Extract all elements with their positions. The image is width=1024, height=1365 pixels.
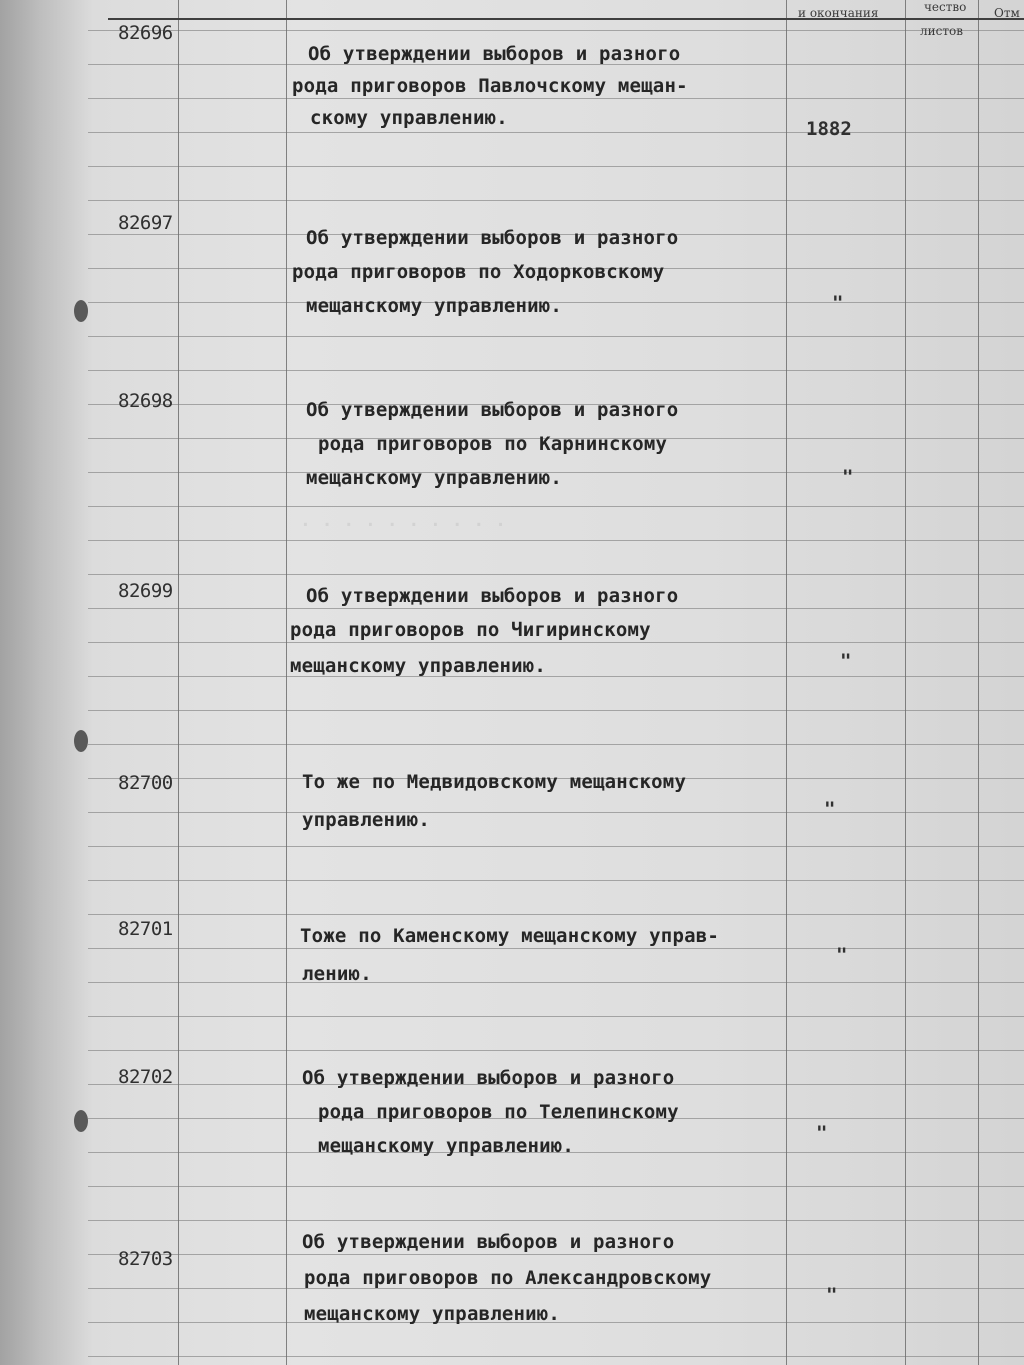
ruled-line — [88, 540, 1024, 541]
ruled-line — [88, 370, 1024, 371]
ruled-line — [88, 710, 1024, 711]
record-line: мещанскому управлению. — [306, 467, 563, 489]
ruled-line — [88, 812, 1024, 813]
record-number: 82702 — [118, 1066, 173, 1088]
header-notes: Отм — [994, 6, 1020, 20]
ruled-line — [88, 166, 1024, 167]
header-dates: и окончания — [798, 6, 879, 20]
binding-shadow — [0, 0, 92, 1365]
ruled-line — [88, 336, 1024, 337]
record-line: мещанскому управлению. — [290, 655, 547, 677]
record-line: Об утверждении выборов и разного — [306, 227, 679, 249]
record-line: Об утверждении выборов и разного — [308, 43, 681, 65]
record-line: рода приговоров по Карнинскому — [318, 433, 668, 455]
record-line: рода приговоров Павлочскому мещан- — [292, 75, 688, 97]
binder-hole — [74, 1110, 88, 1132]
record-line: рода приговоров по Александровскому — [304, 1267, 712, 1289]
ruled-line — [88, 1016, 1024, 1017]
record-line: мещанскому управлению. — [304, 1303, 561, 1325]
ruled-line — [88, 1186, 1024, 1187]
ruled-line — [88, 914, 1024, 915]
column-divider — [178, 0, 179, 1365]
record-line: управлению. — [302, 809, 431, 831]
record-date: " — [824, 798, 836, 820]
column-divider — [905, 0, 906, 1365]
record-number: 82698 — [118, 390, 173, 412]
column-divider — [786, 0, 787, 1365]
record-line: То же по Медвидовскому мещанскому — [302, 771, 687, 793]
ruled-line — [88, 744, 1024, 745]
record-line: рода приговоров по Ходорковскому — [292, 261, 665, 283]
bleed-through: . . . . . . . . . . — [300, 510, 506, 531]
record-line: рода приговоров по Телепинскому — [318, 1101, 679, 1123]
record-date: " — [840, 650, 852, 672]
record-line: лению. — [302, 963, 372, 985]
header-sheets-2: листов — [920, 24, 963, 38]
record-line: мещанскому управлению. — [306, 295, 563, 317]
ruled-line — [88, 846, 1024, 847]
ruled-line — [88, 1220, 1024, 1221]
record-date: " — [816, 1122, 828, 1144]
record-number: 82700 — [118, 772, 173, 794]
record-number: 82699 — [118, 580, 173, 602]
ruled-line — [88, 200, 1024, 201]
record-date: " — [832, 292, 844, 314]
ruled-line — [88, 676, 1024, 677]
record-date: " — [826, 1284, 838, 1306]
header-rule — [108, 18, 1024, 20]
ruled-line — [88, 880, 1024, 881]
header-sheets-1: чество — [924, 0, 967, 14]
record-line: скому управлению. — [310, 107, 508, 129]
record-line: Тоже по Каменскому мещанскому управ- — [300, 925, 720, 947]
record-number: 82701 — [118, 918, 173, 940]
ruled-line — [88, 982, 1024, 983]
binder-hole — [74, 730, 88, 752]
record-number: 82697 — [118, 212, 173, 234]
ruled-line — [88, 1356, 1024, 1357]
record-date: 1882 — [806, 118, 852, 140]
ruled-line — [88, 1050, 1024, 1051]
ruled-line — [88, 132, 1024, 133]
record-line: мещанскому управлению. — [318, 1135, 575, 1157]
ruled-line — [88, 506, 1024, 507]
record-line: Об утверждении выборов и разного — [302, 1067, 675, 1089]
record-line: Об утверждении выборов и разного — [306, 585, 679, 607]
record-date: " — [842, 466, 854, 488]
record-line: Об утверждении выборов и разного — [306, 399, 679, 421]
binder-hole — [74, 300, 88, 322]
record-line: рода приговоров по Чигиринскому — [290, 619, 651, 641]
record-number: 82696 — [118, 22, 173, 44]
ruled-line — [88, 30, 1024, 31]
column-divider — [978, 0, 979, 1365]
record-date: " — [836, 944, 848, 966]
column-divider — [286, 0, 287, 1365]
record-line: Об утверждении выборов и разного — [302, 1231, 675, 1253]
ruled-line — [88, 574, 1024, 575]
record-number: 82703 — [118, 1248, 173, 1270]
